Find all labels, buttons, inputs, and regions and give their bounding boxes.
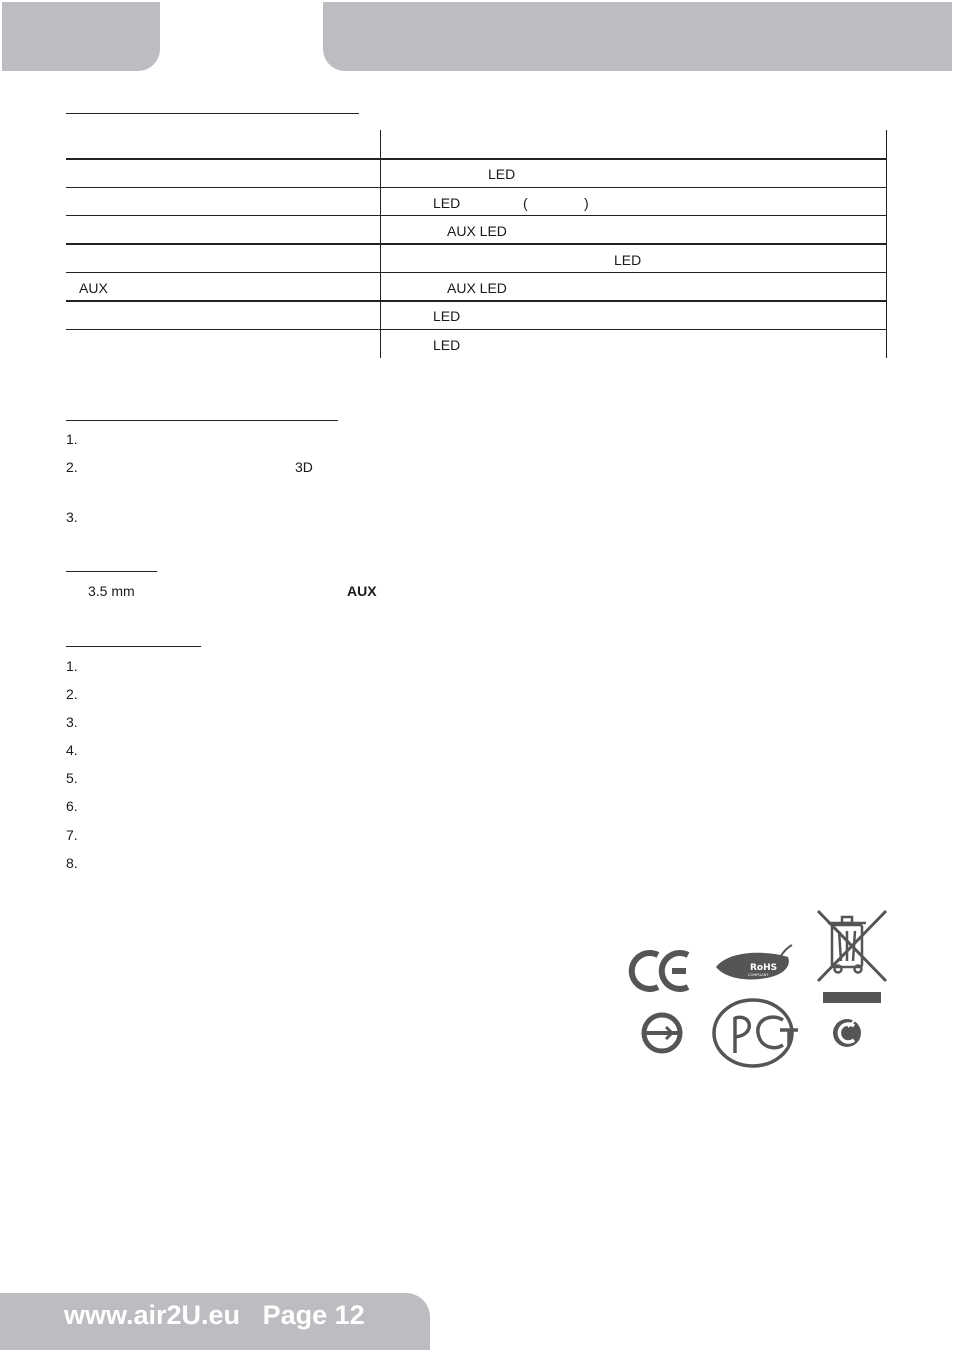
- svg-text:COMPLIANT: COMPLIANT: [748, 973, 769, 977]
- table-header-rule: [66, 158, 887, 160]
- table-row-rule: [66, 243, 887, 245]
- list-item-number: 7.: [66, 827, 78, 843]
- table-cell: LED: [433, 195, 461, 211]
- list-item-number: 6.: [66, 798, 78, 814]
- rohs-icon: [716, 945, 792, 980]
- list-item-number: 3.: [66, 509, 78, 525]
- list-item-number: 1.: [66, 658, 78, 674]
- table-cell: AUX LED: [447, 223, 507, 239]
- header-tab-left: [2, 2, 160, 71]
- table-cell: LED: [614, 252, 642, 268]
- list-item-text: 3D: [295, 459, 313, 475]
- section-heading-underline: [66, 420, 338, 421]
- list-item-number: 1.: [66, 431, 78, 447]
- table-cell: AUX: [79, 280, 108, 296]
- table-cell: AUX LED: [447, 280, 507, 296]
- table-cell: LED: [433, 337, 461, 353]
- list-item-number: 5.: [66, 770, 78, 786]
- list-item-number: 4.: [66, 742, 78, 758]
- jack-size: 3.5 mm: [88, 583, 135, 599]
- table-row-rule: [66, 300, 887, 302]
- section-heading-underline: [66, 646, 201, 647]
- section-heading-underline: [66, 113, 359, 114]
- footer-text: [64, 1299, 365, 1331]
- table-cell-paren: ): [584, 195, 589, 211]
- weee-bar-icon: [823, 992, 881, 1003]
- table-row-rule: [66, 215, 887, 216]
- circle-arrow-mark-icon: [644, 1015, 680, 1051]
- aux-label: AUX: [347, 583, 377, 599]
- table-cell-paren: (: [523, 195, 528, 211]
- ce-mark-icon: [632, 953, 688, 989]
- table-row-rule: [66, 272, 887, 273]
- weee-bin-icon: [818, 911, 886, 981]
- certification-logos: [620, 905, 890, 1075]
- list-item-number: 2.: [66, 686, 78, 702]
- table-cell: LED: [433, 308, 461, 324]
- table-row-rule: [66, 187, 887, 188]
- list-item-number: 3.: [66, 714, 78, 730]
- c-mark-icon: [833, 1019, 861, 1047]
- svg-text:RoHS: RoHS: [750, 963, 778, 973]
- header-tab-right: [323, 2, 952, 71]
- footer-website: www.air2U.eu: [64, 1300, 241, 1330]
- pct-mark-icon: [714, 1000, 798, 1066]
- table-row-rule: [66, 329, 887, 330]
- list-item-number: 8.: [66, 855, 78, 871]
- table-cell: LED: [488, 166, 516, 182]
- footer-page-number: Page 12: [262, 1300, 365, 1330]
- section-heading-underline: [66, 571, 157, 572]
- list-item-number: 2.: [66, 459, 78, 475]
